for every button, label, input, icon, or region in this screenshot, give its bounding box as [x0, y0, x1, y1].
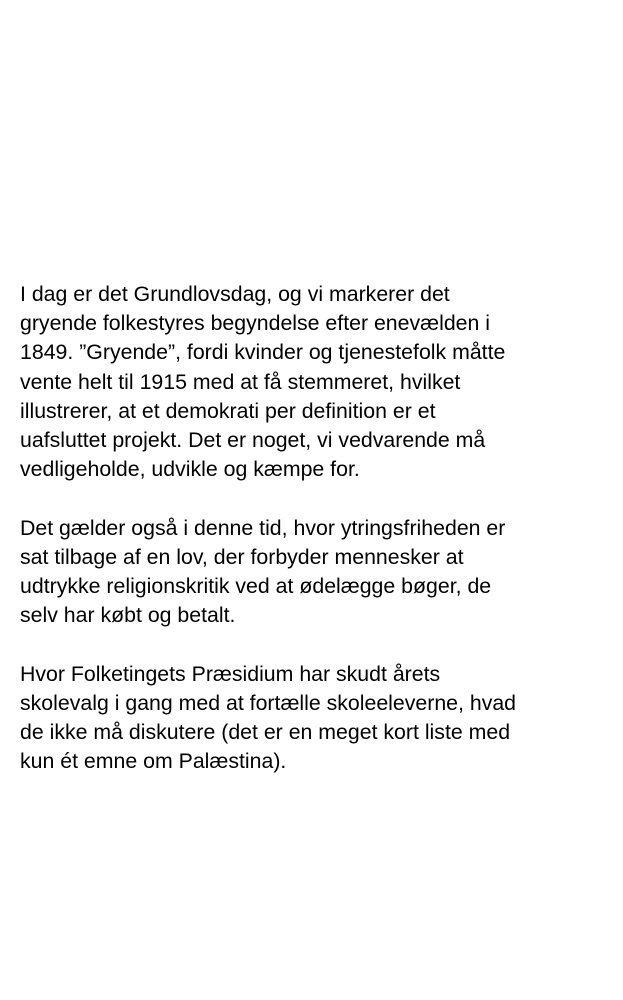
text-line: Det gælder også i denne tid, hvor ytringsfriheden er	[20, 515, 506, 540]
text-line: kun ét emne om Palæstina).	[20, 749, 287, 774]
paragraph-ytringsfrihed	[20, 514, 616, 631]
text-line: vente helt til 1915 med at få stemmeret, hvilket	[20, 369, 461, 394]
text-line: sat tilbage af en lov, der forbyder mennesker at	[20, 544, 464, 569]
text-line: illustrerer, at et demokrati per definition er et	[20, 398, 436, 423]
text-line: uafsluttet projekt. Det er noget, vi vedvarende må	[20, 428, 486, 453]
text-line: skolevalg i gang med at fortælle skoleeleverne, hvad	[20, 690, 517, 715]
text-line: 1849. ”Gryende”, fordi kvinder og tjenestefolk måtte	[20, 340, 506, 365]
text-line: udtrykke religionskritik ved at ødelægge bøger, de	[20, 574, 492, 599]
paragraph-skolevalg	[20, 660, 616, 777]
text-line: Hvor Folketingets Præsidium har skudt årets	[20, 661, 441, 686]
text-line: gryende folkestyres begyndelse efter enevælden i	[20, 311, 490, 336]
text-line: vedligeholde, udvikle og kæmpe for.	[20, 457, 360, 482]
text-line: selv har købt og betalt.	[20, 603, 236, 628]
text-line: de ikke må diskutere (det er en meget kort liste med	[20, 720, 511, 745]
text-line: I dag er det Grundlovsdag, og vi markerer det	[20, 282, 450, 306]
note-body	[20, 280, 616, 776]
paragraph-grundlovsdag	[20, 280, 616, 484]
